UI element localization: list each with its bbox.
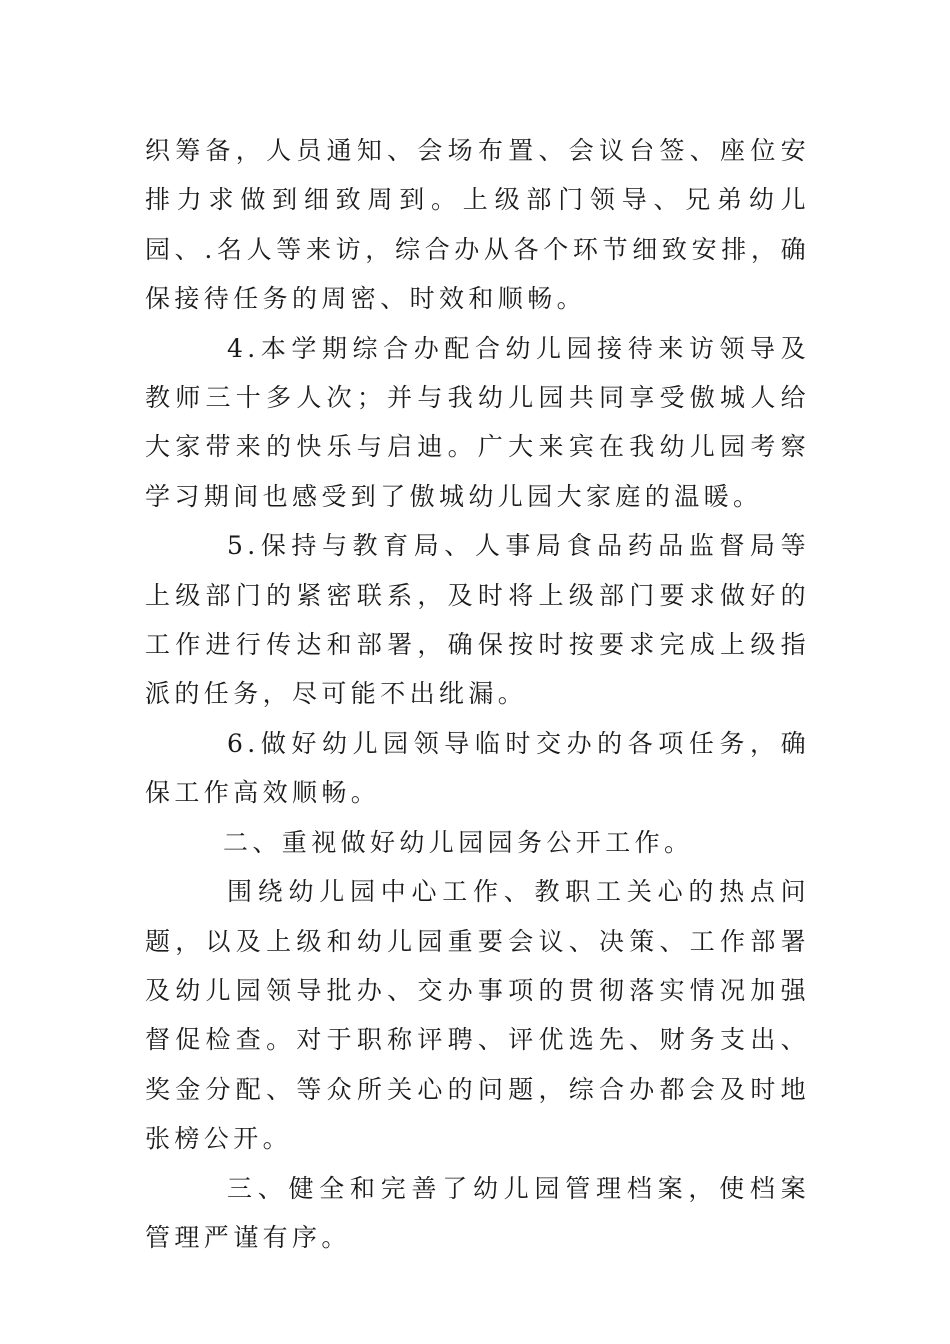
- section-heading-3: 三、健全和完善了幼儿园管理档案，使档案管理严谨有序。: [145, 1173, 810, 1252]
- paragraph-continuation: 织筹备，人员通知、会场布置、会议台签、座位安排力求做到细致周到。上级部门领导、兄弟幼儿园、.名人等来访，综合办从各个环节细致安排，确保接待任务的周密、时效和顺畅。: [145, 136, 810, 314]
- paragraph-item-6: 6.做好幼儿园领导临时交办的各项任务，确保工作高效顺畅。: [145, 728, 810, 808]
- section-heading-2: 二、重视做好幼儿园园务公开工作。: [223, 827, 694, 857]
- paragraph-section-2-body: 围绕幼儿园中心工作、教职工关心的热点问题，以及上级和幼儿园重要会议、决策、工作部署及幼儿园领导批办、交办事项的贯彻落实情况加强督促检查。对于职称评聘、评优选先、财务支出、奖金分配、等众所关心的问题，综合办都会及时地张榜公开。: [145, 877, 810, 1154]
- document-body: [145, 126, 810, 1262]
- paragraph-item-4: 4.本学期综合办配合幼儿园接待来访领导及教师三十多人次；并与我幼儿园共同享受傲城人给大家带来的快乐与启迪。广大来宾在我幼儿园考察学习期间也感受到了傲城幼儿园大家庭的温暖。: [145, 333, 810, 511]
- paragraph-item-5: 5.保持与教育局、人事局食品药品监督局等上级部门的紧密联系，及时将上级部门要求做好的工作进行传达和部署，确保按时按要求完成上级指派的任务，尽可能不出纰漏。: [145, 531, 810, 709]
